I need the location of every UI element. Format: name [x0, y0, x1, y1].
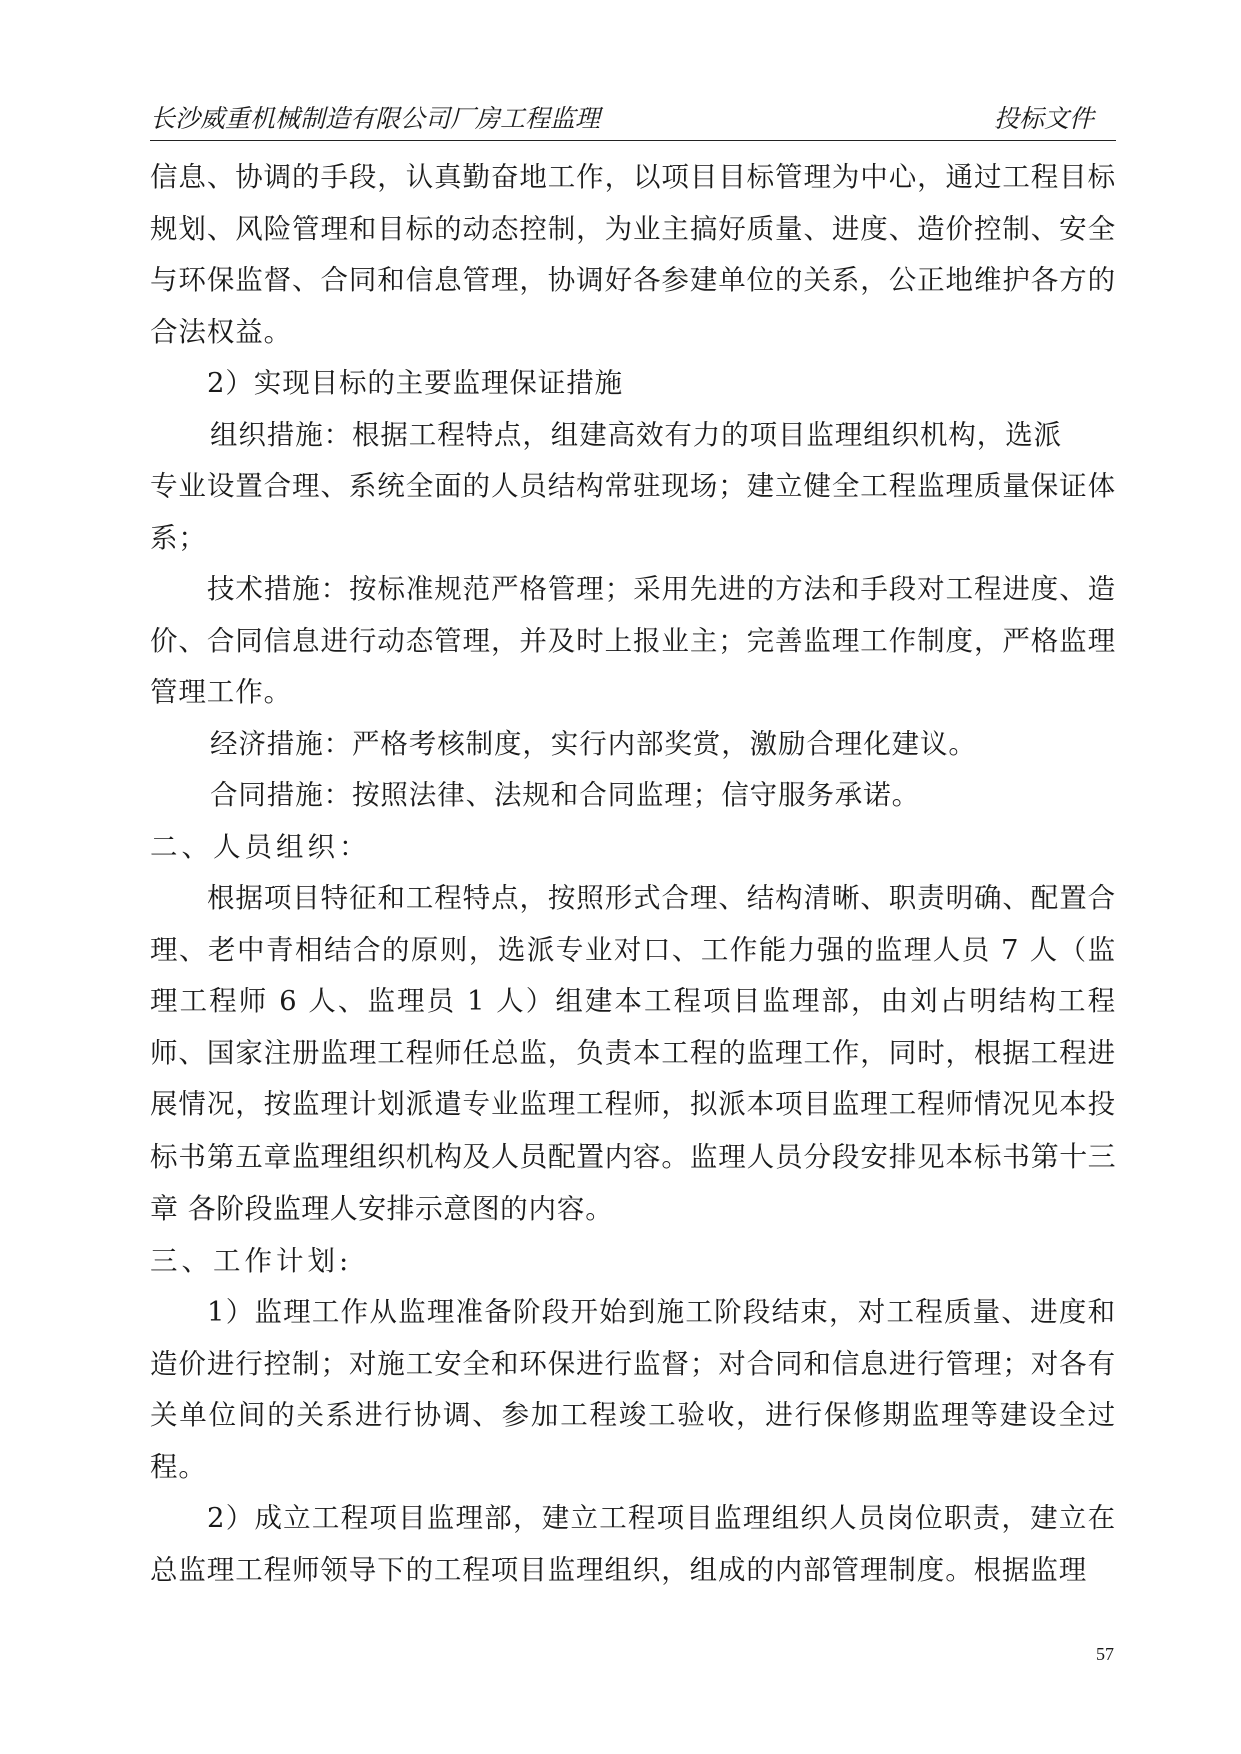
paragraph-personnel-organization	[150, 873, 1116, 1236]
page-header	[150, 100, 1116, 141]
organization-measures-rest: 专业设置合理、系统全面的人员结构常驻现场；建立健全工程监理质量保证体系；	[150, 470, 1116, 554]
personnel-text-b: 内容。监理人员分段安排见本标书	[604, 1140, 1031, 1173]
paragraph-contract-measures: 合同措施：按照法律、法规和合同监理；信守服务承诺。	[210, 779, 920, 811]
header-document-type: 投标文件	[993, 104, 1094, 133]
reference-chapter-thirteen: 第十三章 各阶段监理人安排示意图	[150, 1139, 1117, 1225]
section-heading-personnel: 二、人员组织：	[150, 830, 371, 863]
document-body	[150, 152, 1116, 1596]
reference-chapter-five: 监理组织机构及人员配置	[292, 1139, 605, 1173]
paragraph-goal-management: 信息、协调的手段，认真勤奋地工作，以项目目标管理为中心，通过工程目标规划、风险管理和目标的动态控制，为业主搞好质量、进度、造价控制、安全与环保监督、合同和信息管理，协调好各参建单位的关系，公正地维护各方的合法权益。	[150, 161, 1116, 348]
personnel-text-c: 的内容。	[500, 1193, 614, 1225]
subheading-guarantee-measures: 2）实现目标的主要监理保证措施	[207, 367, 623, 399]
paragraph-work-plan-1: 1）监理工作从监理准备阶段开始到施工阶段结束，对工程质量、进度和造价进行控制；对施工安全和环保进行监督；对合同和信息进行管理；对各有关单位间的关系进行协调、参加工程竣工验收，进行保修期监理等建设全过程。	[150, 1296, 1116, 1483]
page-number: 57	[1096, 1644, 1114, 1664]
section-heading-work-plan: 三、工作计划:	[150, 1244, 353, 1277]
paragraph-organization-measures	[150, 410, 1116, 565]
header-project-title: 长沙威重机械制造有限公司厂房工程监理	[150, 104, 601, 133]
organization-measures-line1: 组织措施：根据工程特点，组建高效有力的项目监理组织机构，选派	[210, 418, 1062, 451]
paragraph-work-plan-2: 2）成立工程项目监理部，建立工程项目监理组织人员岗位职责，建立在总监理工程师领导下的工程项目监理组织，组成的内部管理制度。根据监理	[150, 1502, 1116, 1586]
paragraph-economic-measures: 经济措施：严格考核制度，实行内部奖赏，激励合理化建议。	[210, 727, 977, 760]
paragraph-technical-measures: 技术措施：按标准规范严格管理；采用先进的方法和手段对工程进度、造价、合同信息进行动态管理，并及时上报业主；完善监理工作制度，严格监理管理工作。	[150, 573, 1116, 708]
personnel-text-a: 根据项目特征和工程特点，按照形式合理、结构清晰、职责明确、配置合理、老中青相结合的原则，选派专业对口、工作能力强的监理人员 7 人（监理工程师 6 人、监理员 1 人）组建本工程项目监理部，由刘占明结构工程师、国家注册监理工程师任总监，负责本工程的监理工作，同时，根据工程进展情况，按监理计划派遣专业监理工程师，拟派本项目监理工程师情况见本投标书第五章	[150, 882, 1116, 1173]
